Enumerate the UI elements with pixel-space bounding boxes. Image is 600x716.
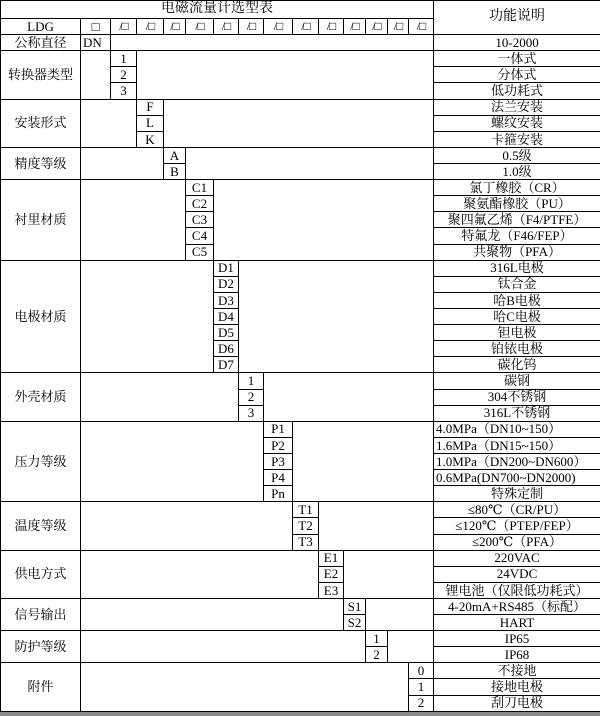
model-segment-slot: /□ [239,19,264,35]
spacer-cell [137,51,434,99]
option-description: 316L不锈钢 [434,405,600,421]
option-description: 刮刀电极 [434,695,600,711]
category-label: 外壳材质 [1,373,81,421]
spacer-cell [366,598,434,630]
option-code: C3 [186,212,214,228]
model-segment-slot: /□ [137,19,164,35]
spacer-cell [264,373,434,421]
spacer-cell [388,631,434,663]
bottom-border-bar [0,712,600,716]
option-code: 2 [239,389,264,405]
option-description: 24VDC [434,566,600,582]
option-code: D1 [214,260,239,276]
option-description: 共聚物（PFA） [434,244,600,260]
model-placeholder-box: □ [81,19,111,35]
option-code: 2 [366,647,388,663]
category-label: 转换器类型 [1,51,81,99]
category-label: 公称直径 [1,35,81,51]
spacer-cell [81,421,264,502]
option-description: 哈C电极 [434,308,600,324]
category-label: 电极材质 [1,260,81,373]
category-label: 供电方式 [1,550,81,598]
option-description: 聚四氟乙烯（F4/PTFE） [434,212,600,228]
category-label: 防护等级 [1,631,81,663]
spacer-cell [293,421,434,502]
option-code: C2 [186,196,214,212]
spacer-cell [81,663,409,712]
option-description: 304不锈钢 [434,389,600,405]
option-code: P1 [264,421,293,437]
option-description: 卡箍安装 [434,131,600,147]
option-description: 低功耗式 [434,83,600,99]
option-code: 2 [111,67,137,83]
category-label: 衬里材质 [1,180,81,261]
spacer-cell [81,180,186,261]
option-description: 碳化钨 [434,357,600,373]
spacer-cell [319,502,434,550]
option-code: 1 [111,51,137,67]
option-code: 1 [239,373,264,389]
spacer-cell [81,147,164,179]
option-code: 3 [239,405,264,421]
option-code: K [137,131,164,147]
option-description: 钽电极 [434,325,600,341]
option-code: D7 [214,357,239,373]
option-code: A [164,147,186,163]
spacer-cell [81,598,344,630]
spacer-cell [214,180,434,261]
option-code: E1 [319,550,344,566]
option-code: DN [81,35,111,51]
option-code: 2 [409,695,434,711]
option-code: E3 [319,582,344,598]
option-description: 碳钢 [434,373,600,389]
option-code: B [164,163,186,179]
option-description: 特氟龙（F46/FEP） [434,228,600,244]
function-header: 功能说明 [434,1,600,35]
option-description: ≤80℃（CR/PU） [434,502,600,518]
model-segment-slot: /□ [293,19,319,35]
option-code: E2 [319,566,344,582]
option-description: 分体式 [434,67,600,83]
option-code: T3 [293,534,319,550]
option-description: 锂电池（仅限低功耗式） [434,582,600,598]
spacer-cell [344,550,434,598]
category-label: 压力等级 [1,421,81,502]
option-code: F [137,99,164,115]
spacer-cell [81,373,239,421]
option-code: 3 [111,83,137,99]
model-segment-slot: /□ [388,19,409,35]
option-code: D4 [214,308,239,324]
spacer-cell [81,51,111,99]
option-description: 316L电极 [434,260,600,276]
spacer-cell [81,99,137,147]
option-code: P2 [264,437,293,453]
option-code: S2 [344,615,366,631]
model-segment-slot: /□ [366,19,388,35]
spacer-cell [81,631,366,663]
option-description: 220VAC [434,550,600,566]
model-segment-slot: /□ [319,19,344,35]
option-description: 4.0MPa（DN10~150） [434,421,600,437]
option-description: HART [434,615,600,631]
option-description: 铂铱电极 [434,341,600,357]
option-description: 聚氨酯橡胶（PU） [434,196,600,212]
option-description: 钛合金 [434,276,600,292]
model-prefix: LDG [1,19,81,35]
model-segment-slot: /□ [111,19,137,35]
option-code: C5 [186,244,214,260]
option-description: 0.5级 [434,147,600,163]
category-label: 安装形式 [1,99,81,147]
option-description: 0.6MPa(DN700~DN2000) [434,470,600,486]
option-code: 1 [409,679,434,695]
option-description: 法兰安装 [434,99,600,115]
model-segment-slot: /□ [164,19,186,35]
spacer-cell [81,502,293,550]
spacer-cell [111,35,434,51]
option-description: 不接地 [434,663,600,679]
option-code: Pn [264,486,293,502]
option-description: 1.0级 [434,163,600,179]
option-code: D2 [214,276,239,292]
option-description: 10-2000 [434,35,600,51]
spacer-cell [81,550,319,598]
spacer-cell [164,99,434,147]
option-code: 0 [409,663,434,679]
option-code: L [137,115,164,131]
option-code: D3 [214,292,239,308]
option-code: T2 [293,518,319,534]
option-code: D6 [214,341,239,357]
option-code: S1 [344,598,366,614]
option-description: ≤120℃（PTEP/FEP） [434,518,600,534]
option-code: T1 [293,502,319,518]
model-segment-slot: /□ [409,19,434,35]
option-code: P4 [264,470,293,486]
option-description: 1.6MPa（DN15~150） [434,437,600,453]
option-description: 螺纹安装 [434,115,600,131]
category-label: 精度等级 [1,147,81,179]
model-segment-slot: /□ [344,19,366,35]
spacer-cell [239,260,434,373]
option-description: 氯丁橡胶（CR） [434,180,600,196]
option-code: 1 [366,631,388,647]
option-code: C4 [186,228,214,244]
option-description: 1.0MPa（DN200~DN600） [434,453,600,469]
spacer-cell [81,260,214,373]
table-title: 电磁流量计选型表 [1,1,434,19]
model-segment-slot: /□ [186,19,214,35]
option-description: 4-20mA+RS485（标配） [434,598,600,614]
model-segment-slot: /□ [264,19,293,35]
option-description: IP65 [434,631,600,647]
spacer-cell [186,147,434,179]
category-label: 信号输出 [1,598,81,630]
option-description: 接地电极 [434,679,600,695]
category-label: 温度等级 [1,502,81,550]
option-description: IP68 [434,647,600,663]
option-description: ≤200℃（PFA） [434,534,600,550]
option-code: P3 [264,453,293,469]
option-code: C1 [186,180,214,196]
option-description: 特殊定制 [434,486,600,502]
option-description: 哈B电极 [434,292,600,308]
category-label: 附件 [1,663,81,712]
option-description: 一体式 [434,51,600,67]
option-code: D5 [214,325,239,341]
model-segment-slot: /□ [214,19,239,35]
